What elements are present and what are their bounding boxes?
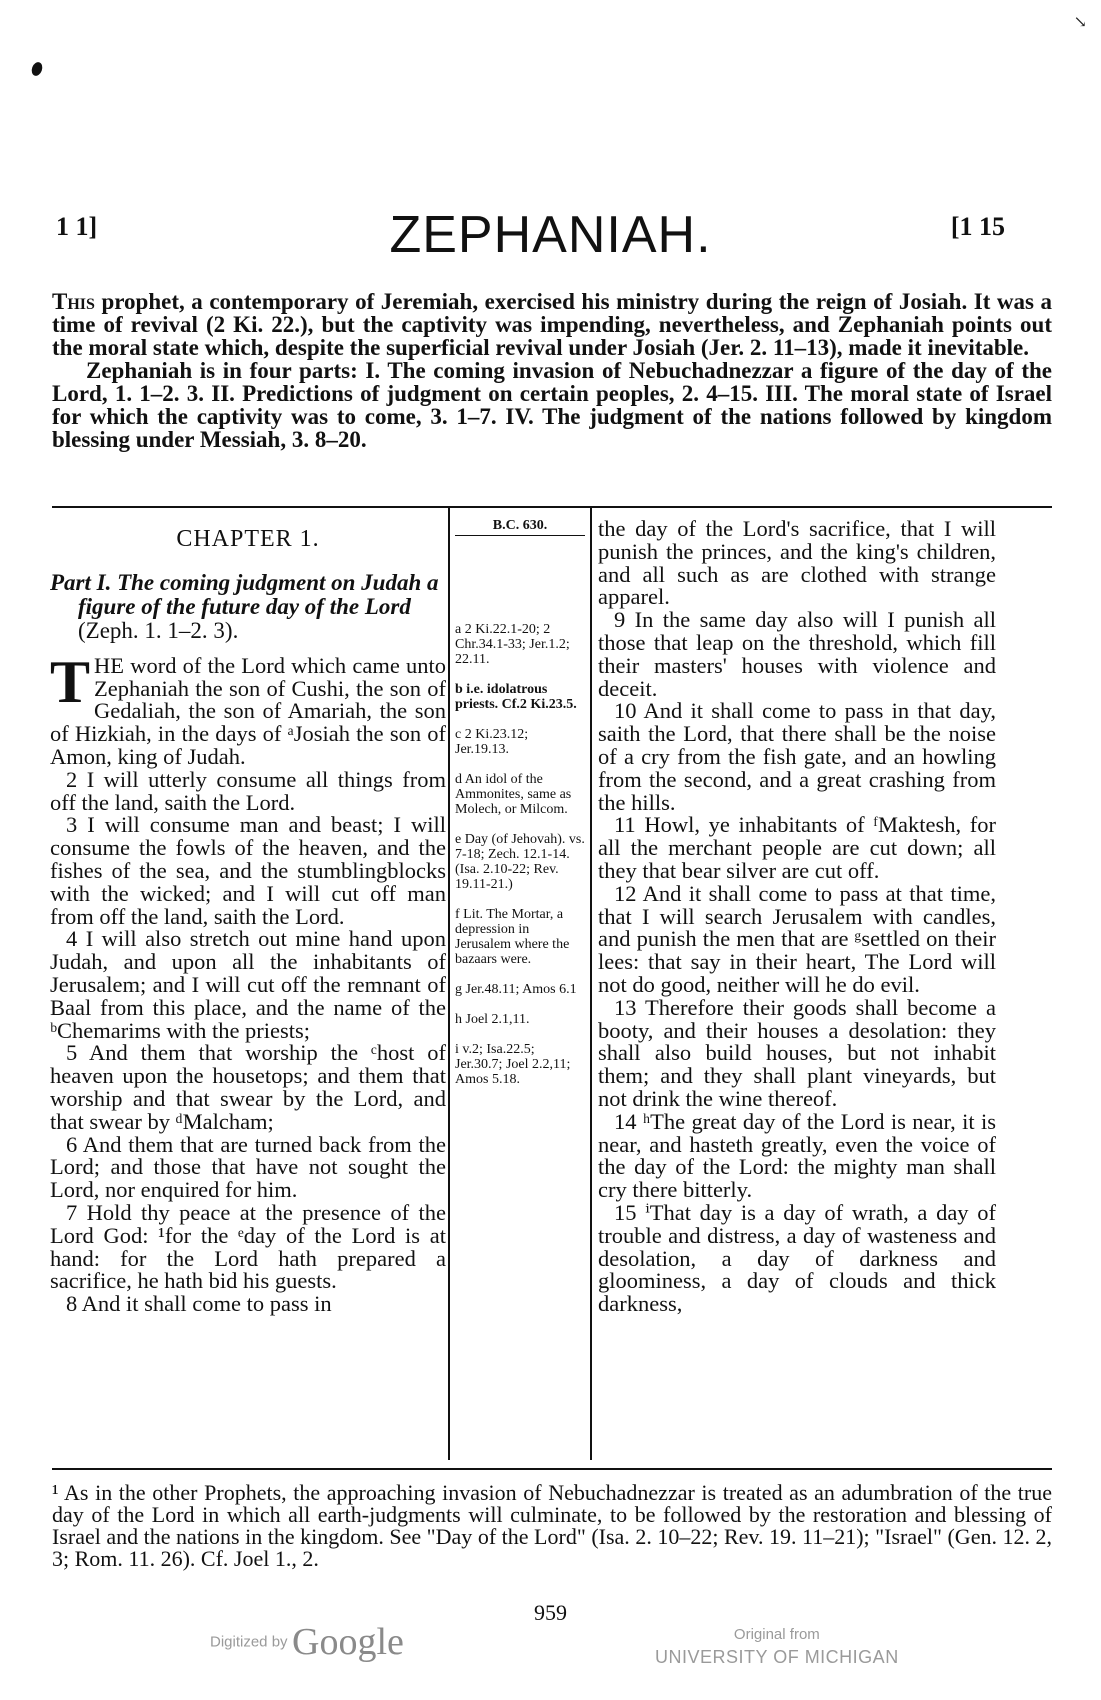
margin-reference-column: [455, 518, 585, 1102]
verse-14: 14 ʰThe great day of the Lord is near, it is near, and hasteth greatly, even the voice of the day of the Lord: the mighty man shall cry there bitterly.: [598, 1108, 996, 1203]
margin-note-i: i v.2; Isa.22.5; Jer.30.7; Joel 2.2,11; Amos 5.18.: [455, 1042, 571, 1087]
verse-2: 2 I will utterly consume all things from off the land, saith the Lord.: [50, 766, 446, 815]
verse-5: 5 And them that worship the ᶜhost of heaven upon the housetops; and them that worship and that swear by the Lord, and that swear by ᵈMalcham;: [50, 1040, 446, 1134]
verse-15: 15 ⁱThat day is a day of wrath, a day of trouble and distress, a day of wasteness and desolation, a day of darkness and gloominess, a day of clouds and thick darkness,: [598, 1199, 996, 1317]
google-logo: Google: [292, 1621, 404, 1663]
verse-7: 7 Hold thy peace at the presence of the Lord God: ¹for the ᵉday of the Lord is at hand: for the Lord hath prepared a sacrifice, he hath bid his guests.: [50, 1199, 446, 1294]
book-introduction: [52, 290, 1052, 451]
date-note: B.C. 630.: [455, 518, 585, 536]
drop-cap: T: [50, 648, 91, 715]
margin-note-f: f Lit. The Mortar, a depression in Jerusalem where the bazaars were.: [455, 907, 570, 967]
corner-mark: ↘: [1073, 14, 1087, 31]
part-heading: [50, 571, 446, 643]
text-column-right: [598, 518, 996, 1316]
verse-10: 10 And it shall come to pass in that day, saith the Lord, that there shall be the noise of a cry from the fish gate, and an howling from the second, and a great crashing from the hills.: [598, 698, 996, 815]
text-column-left: [50, 518, 446, 1316]
original-from-label: Original from: [733, 1626, 820, 1643]
intro-paragraph-2: Zephaniah is in four parts: I. The coming invasion of Nebuchadnezzar a figure of the day of the Lord, 1. 1–2. 3. II. Predictions of judgment on certain peoples, 2. 4–15. III. The moral state of Israel for which the captivity was to come, 3. 1–7. IV. The judgment of the nations followed by kingdom blessing under Messiah, 3. 8–20.: [52, 358, 1052, 452]
university-label: UNIVERSITY OF MICHIGAN: [655, 1647, 899, 1667]
verse-12: 12 And it shall come to pass at that time, that I will search Jerusalem with candles, and punish the men that are ᵍsettled on their lees: that say in their heart, The Lord will not do good, neither will he do evil.: [598, 880, 996, 997]
chapter-heading: CHAPTER 1.: [176, 526, 320, 552]
part-heading-text: Part I. The coming judgment on Judah a figure of the future day of the Lord: [50, 569, 439, 619]
digitized-by-label: Digitized by: [210, 1633, 288, 1651]
verse-1: [50, 648, 446, 769]
verse-11: 11 Howl, ye inhabitants of ᶠMaktesh, for all the merchant people are cut down; all they that bear silver are cut off.: [598, 812, 996, 883]
verse-8-start: 8 And it shall come to pass in: [66, 1291, 332, 1317]
margin-note-e: e Day (of Jehovah). vs. 7-18; Zech. 12.1-14. (Isa. 2.10-22; Rev. 19.11-21.): [455, 832, 585, 892]
ink-blot-mark: [30, 61, 44, 78]
intro-paragraph-1: [52, 290, 1052, 359]
verse-6: 6 And them that are turned back from the Lord; and those that have not sought the Lord, nor enquired for him.: [50, 1131, 446, 1203]
intro-paragraph-1-text: prophet, a contemporary of Jeremiah, exercised his ministry during the reign of Josiah. It was a time of revival (2 Ki. 22.), but the captivity was impending, nevertheless, and Zephaniah points out the moral state which, despite the superficial revival under Josiah (Jer. 2. 11–13), made it inevitable.: [52, 289, 1052, 360]
margin-note-b: b i.e. idolatrous priests. Cf.2 Ki.23.5.: [455, 682, 577, 712]
running-head-left: 1 1]: [56, 212, 98, 241]
verse-3: 3 I will consume man and beast; I will consume the fowls of the heaven, and the fishes of the sea, and the stumblingblocks with the wicked; and I will cut off man from off the land, saith the Lord.: [50, 812, 446, 929]
page-title: ZEPHANIAH.: [389, 206, 712, 264]
verse-4: 4 I will also stretch out mine hand upon Judah, and upon all the inhabitants of Jerusalem; and I will cut off the remnant of Baal from this place, and the name of the ᵇChemarims with the priests;: [50, 926, 446, 1043]
original-source-watermark: [655, 1624, 899, 1668]
running-head-right: [1 15: [950, 212, 1005, 241]
intro-divider: [52, 506, 1052, 508]
column-rule-left: [448, 508, 450, 1460]
margin-note-h: h Joel 2.1,11.: [455, 1012, 530, 1027]
page-number: 959: [534, 1600, 567, 1625]
digitized-by-watermark: [210, 1620, 404, 1664]
verse-9: 9 In the same day also will I punish all those that leap on the threshold, which fill their masters' houses with violence and deceit.: [598, 607, 996, 701]
margin-note-g: g Jer.48.11; Amos 6.1: [455, 982, 577, 997]
footnote-divider: [52, 1468, 1052, 1470]
part-heading-reference: (Zeph. 1. 1–2. 3).: [78, 617, 239, 643]
column-rule-right: [590, 508, 592, 1460]
verse-13: 13 Therefore their goods shall become a booty, and their houses a desolation: they shall also build houses, but not inhabit them; and they shall plant vineyards, but not drink the wine thereof.: [598, 994, 996, 1111]
margin-note-d: d An idol of the Ammonites, same as Molech, or Milcom.: [455, 772, 572, 817]
verse-1-text: HE word of the Lord which came unto Zephaniah the son of Cushi, the son of Gedaliah, the son of Amariah, the son of Hizkiah, in the days of ᵃJosiah the son of Amon, king of Judah.: [50, 652, 446, 769]
margin-note-c: c 2 Ki.23.12; Jer.19.13.: [455, 727, 529, 757]
verse-8-continued: the day of the Lord's sacrifice, that I will punish the princes, and the king's children, and all such as are clothed with strange apparel.: [598, 516, 996, 610]
intro-lead-word: This: [52, 289, 95, 314]
margin-note-a: a 2 Ki.22.1-20; 2 Chr.34.1-33; Jer.1.2; 22.11.: [455, 622, 570, 667]
footnote: ¹ As in the other Prophets, the approaching invasion of Nebuchadnezzar is treated as an adumbration of the true day of the Lord in which all earth-judgments will culminate, to be followed by the restoration and blessing of Israel and the nations in the kingdom. See "Day of the Lord" (Isa. 2. 10–22; Rev. 19. 11–21); "Israel" (Gen. 12. 2, 3; Rom. 11. 26). Cf. Joel 1., 2.: [52, 1480, 1052, 1571]
